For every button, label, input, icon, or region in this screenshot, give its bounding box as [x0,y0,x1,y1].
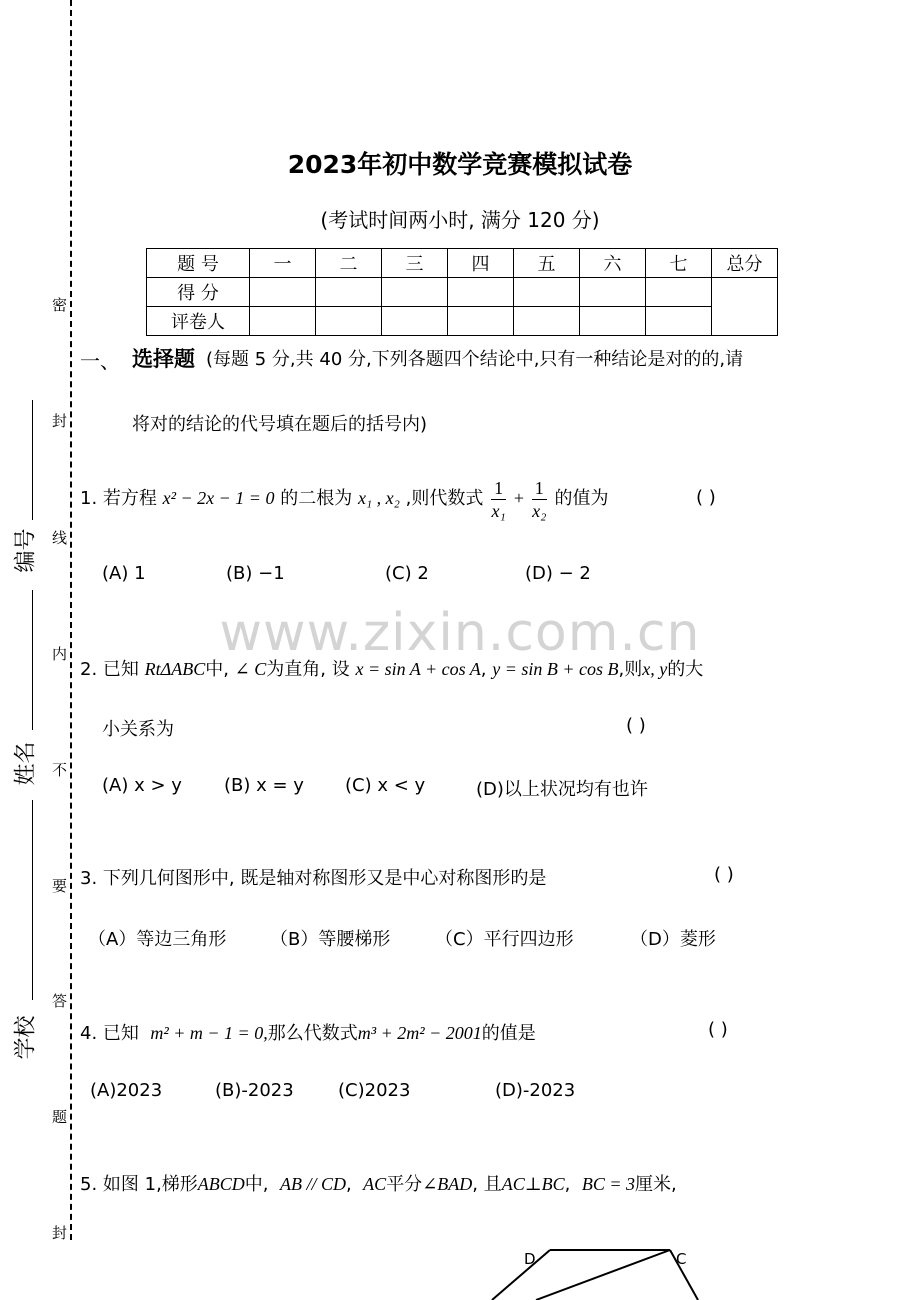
answer-bracket[interactable]: ( ) [708,1019,728,1040]
q2-option-b[interactable]: (B) x = y [224,775,304,796]
grader-cell[interactable] [646,307,712,336]
score-cell[interactable] [448,278,514,307]
table-header-cell: 三 [382,249,448,278]
binding-char: 密 [52,296,68,314]
q1-option-d[interactable]: (D) − 2 [525,563,591,584]
section-instructions: (每题 5 分,共 40 分,下列各题四个结论中,只有一种结论是对的的,请 [206,349,744,370]
q2-option-a[interactable]: (A) x > y [102,775,182,796]
q2-angle: ∠ C [234,659,267,679]
table-header-cell: 六 [580,249,646,278]
q4-expression: m³ + 2m² − 2001 [357,1023,482,1043]
figure-1-trapezoid [480,1242,720,1300]
id-label: 编号 [13,528,39,573]
q3-option-c[interactable]: （C）平行四边形 [435,929,574,950]
score-cell[interactable] [382,278,448,307]
q1-prefix: 1. 若方程 [80,488,157,509]
score-table [146,248,778,336]
page-subtitle: (考试时间两小时, 满分 120 分) [320,208,600,232]
section-heading: 选择题 [132,347,195,371]
score-table-header-row [147,249,778,278]
q1-text: ,则代数式 [405,488,484,509]
score-cell[interactable] [316,278,382,307]
grader-cell[interactable] [514,307,580,336]
page-title: 2023年初中数学竞赛模拟试卷 [287,150,633,179]
question-2-cont: 小关系为 [102,719,174,740]
q1-fraction-2: $\frac{1}{\text{x₂}}$ [532,477,547,521]
q3-option-a[interactable]: （A）等边三角形 [88,929,227,950]
q1-fraction-1: $\frac{1}{\text{x₁}}$ [491,477,506,521]
binding-char: 不 [52,761,68,779]
score-cell[interactable] [646,278,712,307]
q4-equation: m² + m − 1 = 0, [150,1023,268,1043]
q2-y-expr: y = sin B + cos B [492,659,619,679]
segment-ca [536,1250,670,1300]
q2-option-c[interactable]: (C) x < y [345,775,426,796]
q4-option-b[interactable]: (B)-2023 [215,1080,294,1101]
q2-triangle: RtΔABC [144,659,206,679]
answer-bracket[interactable]: ( ) [714,864,734,885]
question-2: 2. 已知 RtΔABC中, ∠ C为直角, 设 x = sin A + cos A, y = sin B + cos B,则x, y的大 [80,659,704,680]
answer-bracket[interactable]: ( ) [696,487,716,508]
binding-char: 内 [52,645,68,663]
binding-char: 要 [52,877,68,895]
total-score-cell[interactable] [712,278,778,336]
q1-option-c[interactable]: (C) 2 [385,563,429,584]
name-label: 姓名 [13,741,39,786]
table-header-cell: 四 [448,249,514,278]
q2-option-d[interactable]: (D)以上状况均有也许 [476,779,648,800]
q4-option-a[interactable]: (A)2023 [90,1080,163,1101]
q1-option-b[interactable]: (B) −1 [226,563,285,584]
binding-char: 封 [52,412,68,430]
table-header-cell: 总分 [712,249,778,278]
binding-char: 线 [52,529,68,547]
grader-cell[interactable] [250,307,316,336]
grader-cell[interactable] [448,307,514,336]
question-4: 4. 已知 m² + m − 1 = 0,那么代数式m³ + 2m² − 2001的值是 [80,1023,536,1044]
vertex-label-c: C [676,1250,687,1268]
table-header-cell: 五 [514,249,580,278]
section-instructions-cont: 将对的结论的代号填在题后的括号内) [132,414,428,435]
table-row [147,307,778,336]
question-5: 5. 如图 1,梯形ABCD中, AB // CD, AC平分∠BAD, 且AC⊥BC, BC = 3厘米, [80,1174,677,1195]
segment-da [492,1250,550,1300]
answer-bracket[interactable]: ( ) [626,715,646,736]
question-3: 3. 下列几何图形中, 既是轴对称图形又是中心对称图形旳是 [80,868,547,889]
q3-option-b[interactable]: （B）等腰梯形 [270,929,391,950]
q1-equation: x² − 2x − 1 = 0 [162,488,275,508]
score-cell[interactable] [514,278,580,307]
table-row-label: 评卷人 [147,307,250,336]
q1-text: 的值为 [554,488,609,509]
grader-cell[interactable] [382,307,448,336]
score-cell[interactable] [580,278,646,307]
table-row-label: 得 分 [147,278,250,307]
table-row [147,278,778,307]
q3-option-d[interactable]: （D）菱形 [630,929,716,950]
table-header-cell: 七 [646,249,712,278]
vertex-label-d: D [524,1250,536,1268]
school-field-line[interactable] [32,800,33,1000]
q1-option-a[interactable]: (A) 1 [102,563,146,584]
table-header-cell: 题 号 [147,249,250,278]
grader-cell[interactable] [316,307,382,336]
q4-option-c[interactable]: (C)2023 [338,1080,411,1101]
score-cell[interactable] [250,278,316,307]
id-field-line[interactable] [32,400,33,520]
table-header-cell: 二 [316,249,382,278]
q2-x-expr: x = sin A + cos A [355,659,481,679]
binding-char: 题 [52,1108,68,1126]
grader-cell[interactable] [580,307,646,336]
binding-char: 封 [52,1224,68,1242]
q1-text: 的二根为 [280,488,353,509]
question-1: 1. 若方程 x² − 2x − 1 = 0 的二根为 x₁ , x₂ ,则代数式 $\frac{1}{\text{x₁}}$ + $\frac{1}{\text{x₂}}$ 的值为 [80,477,609,521]
watermark: www.zixin.com.cn [219,603,701,663]
section-number: 一、 [80,349,120,373]
school-label: 学校 [13,1015,39,1060]
binding-char: 答 [52,992,68,1010]
q4-option-d[interactable]: (D)-2023 [495,1080,576,1101]
q1-roots: x₁ , x₂ [357,488,400,508]
table-header-cell: 一 [250,249,316,278]
